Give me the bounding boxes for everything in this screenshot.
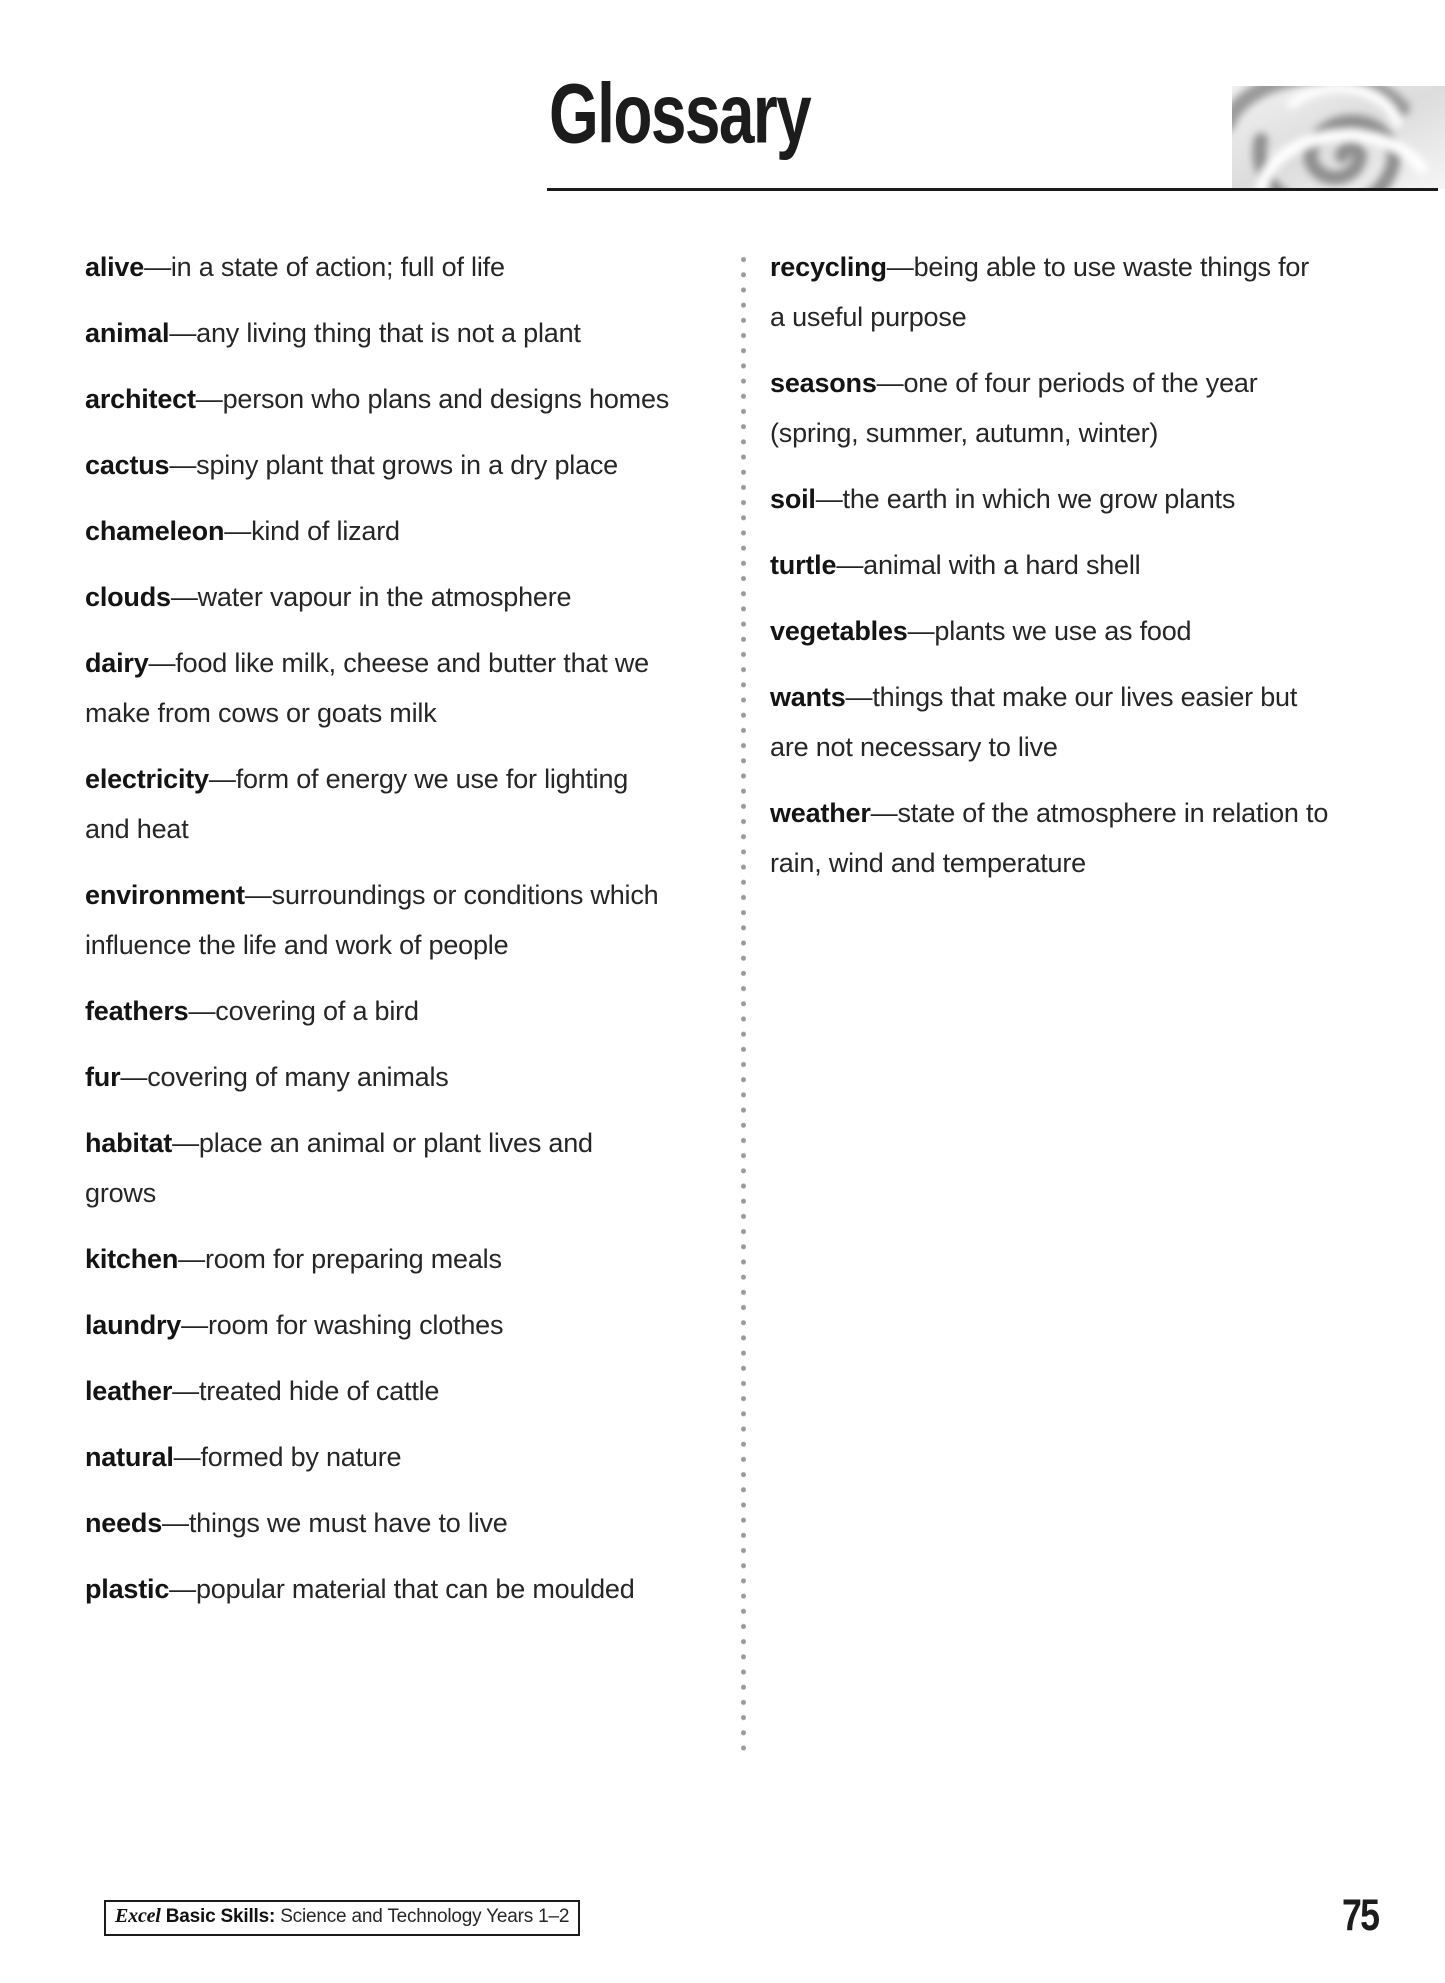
glossary-definition: covering of a bird: [215, 996, 419, 1026]
glossary-definition: any living thing that is not a plant: [196, 318, 581, 348]
glossary-term: chameleon: [85, 516, 225, 546]
em-dash: —: [172, 1128, 199, 1158]
glossary-definition: popular material that can be moulded: [195, 1574, 635, 1604]
glossary-definition: formed by nature: [200, 1442, 402, 1472]
glossary-entry: [770, 606, 1330, 656]
em-dash: —: [907, 616, 935, 646]
glossary-entry: [770, 474, 1330, 524]
em-dash: —: [181, 1310, 208, 1340]
glossary-entry: [85, 572, 670, 622]
glossary-term: needs: [85, 1508, 163, 1538]
glossary-term: architect: [85, 384, 196, 414]
glossary-term: natural: [85, 1442, 174, 1472]
glossary-term: plastic: [85, 1574, 170, 1604]
glossary-definition: form of energy we use for lighting and heat: [85, 764, 629, 844]
em-dash: —: [870, 798, 898, 828]
footer-book-title: Science and Technology Years 1–2: [280, 1906, 570, 1927]
spiral-graphic: [1232, 86, 1445, 189]
glossary-term: clouds: [85, 582, 171, 612]
glossary-entry: [85, 440, 670, 490]
em-dash: —: [148, 648, 176, 678]
em-dash: —: [170, 582, 198, 612]
glossary-entry: [85, 1118, 670, 1218]
glossary-definition: being able to use waste things for a useful purpose: [770, 252, 1310, 332]
em-dash: —: [836, 550, 864, 580]
em-dash: —: [208, 764, 236, 794]
glossary-right-column: [770, 242, 1330, 904]
glossary-entry: [85, 986, 670, 1036]
glossary-entry: [85, 1432, 670, 1482]
glossary-term: electricity: [85, 764, 209, 794]
glossary-definition: room for washing clothes: [207, 1310, 504, 1340]
glossary-entry: [85, 1564, 670, 1614]
glossary-entry: [85, 506, 670, 556]
em-dash: —: [224, 516, 252, 546]
glossary-term: kitchen: [85, 1244, 179, 1274]
glossary-entry: [770, 242, 1330, 342]
glossary-definition: things we must have to live: [188, 1508, 508, 1538]
glossary-entry: [770, 358, 1330, 458]
glossary-term: cactus: [85, 450, 170, 480]
em-dash: —: [144, 252, 171, 282]
glossary-entry: [85, 1498, 670, 1548]
glossary-entry: [85, 242, 670, 292]
glossary-definition: state of the atmosphere in relation to rain, wind and temperature: [770, 798, 1329, 878]
em-dash: —: [173, 1442, 201, 1472]
glossary-entry: [85, 1052, 670, 1102]
glossary-definition: covering of many animals: [147, 1062, 449, 1092]
glossary-entry: [85, 308, 670, 358]
em-dash: —: [178, 1244, 205, 1274]
glossary-term: laundry: [85, 1310, 182, 1340]
glossary-entry: [85, 1300, 670, 1350]
swirl-photo-icon: [1232, 86, 1445, 189]
glossary-entry: [85, 1366, 670, 1416]
glossary-entry: [770, 672, 1330, 772]
glossary-entry: [85, 374, 670, 424]
em-dash: —: [169, 1574, 196, 1604]
em-dash: —: [195, 384, 223, 414]
glossary-entry: [770, 540, 1330, 590]
glossary-left-column: [85, 242, 670, 1630]
em-dash: —: [876, 368, 904, 398]
glossary-definition: kind of lizard: [251, 516, 400, 546]
glossary-definition: room for preparing meals: [204, 1244, 502, 1274]
em-dash: —: [244, 880, 272, 910]
glossary-definition: person who plans and designs homes: [222, 384, 670, 414]
glossary-term: dairy: [85, 648, 149, 678]
glossary-definition: surroundings or conditions which influence the life and work of people: [85, 880, 659, 960]
glossary-term: vegetables: [770, 616, 908, 646]
em-dash: —: [188, 996, 216, 1026]
em-dash: —: [172, 1376, 199, 1406]
glossary-entry: [770, 788, 1330, 888]
glossary-term: weather: [770, 798, 871, 828]
glossary-definition: one of four periods of the year (spring, summer, autumn, winter): [770, 368, 1258, 448]
em-dash: —: [815, 484, 843, 514]
glossary-term: soil: [770, 484, 816, 514]
em-dash: —: [845, 682, 873, 712]
glossary-term: turtle: [770, 550, 837, 580]
glossary-definition: food like milk, cheese and butter that we make from cows or goats milk: [85, 648, 649, 728]
page-title: Glossary: [549, 67, 811, 161]
footer-book-label: [104, 1900, 580, 1936]
glossary-definition: water vapour in the atmosphere: [197, 582, 572, 612]
glossary-definition: things that make our lives easier but are not necessary to live: [770, 682, 1298, 762]
glossary-term: recycling: [770, 252, 887, 282]
em-dash: —: [162, 1508, 189, 1538]
glossary-term: environment: [85, 880, 245, 910]
glossary-definition: the earth in which we grow plants: [842, 484, 1236, 514]
glossary-entry: [85, 638, 670, 738]
glossary-entry: [85, 870, 670, 970]
footer-series-name: Excel: [115, 1905, 161, 1927]
glossary-term: fur: [85, 1062, 121, 1092]
em-dash: —: [169, 450, 197, 480]
glossary-term: habitat: [85, 1128, 173, 1158]
glossary-definition: place an animal or plant lives and grows: [85, 1128, 593, 1208]
em-dash: —: [886, 252, 914, 282]
glossary-term: seasons: [770, 368, 877, 398]
glossary-definition: treated hide of cattle: [198, 1376, 440, 1406]
em-dash: —: [120, 1062, 148, 1092]
glossary-entry: [85, 754, 670, 854]
glossary-entry: [85, 1234, 670, 1284]
glossary-definition: animal with a hard shell: [863, 550, 1141, 580]
glossary-term: feathers: [85, 996, 189, 1026]
glossary-definition: in a state of action; full of life: [170, 252, 505, 282]
glossary-definition: spiny plant that grows in a dry place: [196, 450, 619, 480]
glossary-definition: plants we use as food: [934, 616, 1192, 646]
page-number: 75: [1342, 1890, 1379, 1940]
glossary-term: animal: [85, 318, 170, 348]
glossary-term: alive: [85, 252, 145, 282]
footer-series-subtitle: Basic Skills:: [165, 1906, 276, 1927]
glossary-term: wants: [770, 682, 846, 712]
dotted-divider: [741, 252, 746, 1760]
glossary-term: leather: [85, 1376, 173, 1406]
em-dash: —: [169, 318, 197, 348]
title-underline: [547, 188, 1438, 191]
